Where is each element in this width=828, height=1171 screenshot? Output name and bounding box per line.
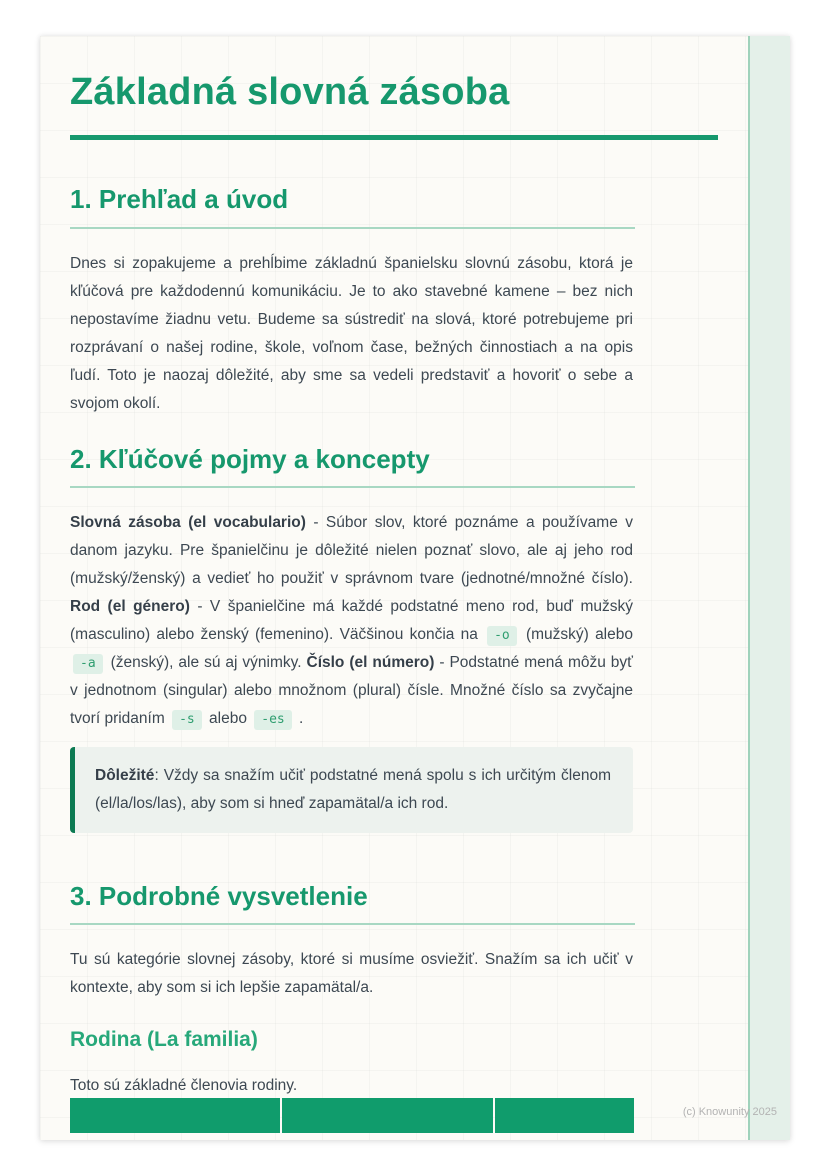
inline-code-chip: -a [73, 654, 103, 674]
inline-code-chip: -es [254, 710, 291, 730]
term-numero: Číslo (el número) [306, 653, 435, 671]
document-page [40, 36, 790, 1140]
body-text: - Súbor slov, ktoré poznáme a používame v danom jazyku. Pre španielčinu je dôležité nielen poznať slovo, ale aj jeho rod (mužský/ženský) a vedieť ho použiť v správnom tvare (jednotné/množné číslo). [70, 513, 633, 587]
term-vocabulario: Slovná zásoba (el vocabulario) [70, 513, 306, 531]
section-1-paragraph: Dnes si zopakujeme a prehĺbime základnú španielsku slovnú zásobu, ktorá je kľúčová pre každodennú komunikáciu. Je to ako stavebné kamene – bez nich nepostavíme žiadnu vetu. Budeme sa sústrediť na slová, ktoré potrebujeme pri rozprávaní o našej rodine, škole, voľnom čase, bežných činnostiach a na opis ľudí. Toto je naozaj dôležité, aby sme sa vedeli predstaviť a hovoriť o sebe a svojom okolí. [70, 254, 633, 412]
table-header-row [70, 1098, 634, 1133]
body-text: (ženský), ale sú aj výnimky. [105, 653, 307, 671]
table-header-cell [495, 1098, 634, 1133]
inline-code-chip: -o [487, 626, 517, 646]
title-divider [70, 135, 718, 140]
section-3-paragraph: Tu sú kategórie slovnej zásoby, ktoré si musíme osviežiť. Snažím sa ich učiť v kontexte, aby som si ich lepšie zapamätal/a. [70, 950, 633, 996]
callout-label: Dôležité [95, 766, 155, 784]
inline-code-chip: -s [172, 710, 202, 730]
body-text: . [294, 709, 304, 727]
copyright-notice: (c) Knowunity 2025 [682, 1106, 777, 1118]
body-text: - V španielčine má každé podstatné meno rod, buď mužský (masculino) alebo ženský (femenino). Väčšinou končia na [70, 597, 633, 643]
table-header-cell [70, 1098, 280, 1133]
document-content [40, 69, 790, 1100]
section-heading-2: 2. Kľúčové pojmy a koncepty [70, 444, 635, 488]
important-callout [70, 747, 633, 833]
page-title: Základná slovná zásoba [70, 71, 510, 113]
body-text: (mužský) alebo [519, 625, 633, 643]
body-text: alebo [204, 709, 252, 727]
section-3-paragraph-2: Toto sú základné členovia rodiny. [70, 1076, 298, 1094]
term-genero: Rod (el género) [70, 597, 190, 615]
subsection-heading-rodina: Rodina (La familia) [70, 1027, 258, 1051]
callout-text: : Vždy sa snažím učiť podstatné mená spolu s ich určitým členom (el/la/los/las), aby som si hneď zapamätal/a ich rod. [95, 766, 611, 812]
section-heading-3: 3. Podrobné vysvetlenie [70, 881, 635, 925]
section-2-paragraph [70, 509, 633, 733]
body-text: - Podstatné mená môžu byť v jednotnom (singular) alebo množnom (plural) čísle. Množné číslo sa zvyčajne tvorí pridaním [70, 653, 633, 727]
table-header-cell [282, 1098, 493, 1133]
section-heading-1: 1. Prehľad a úvod [70, 184, 635, 228]
